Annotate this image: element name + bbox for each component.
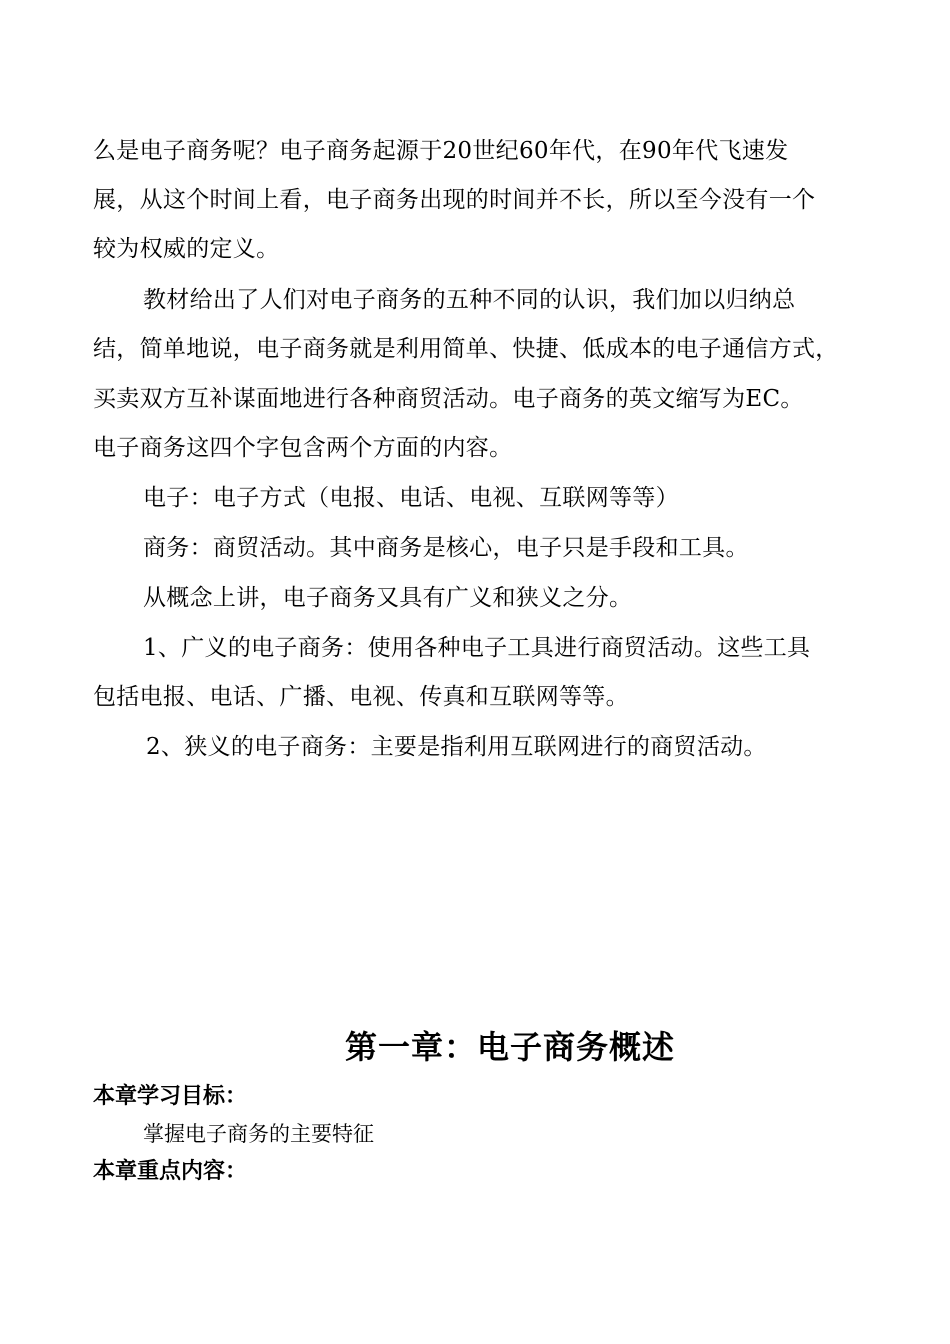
paragraph-2-line-4: 电子商务这四个字包含两个方面的内容。	[93, 435, 513, 461]
definition-electronic: 电子：电子方式（电报、电话、电视、互联网等等）	[143, 485, 679, 511]
objectives-heading: 本章学习目标：	[93, 1084, 248, 1109]
paragraph-2-line-2: 结，简单地说，电子商务就是利用简单、快捷、低成本的电子通信方式，	[93, 336, 839, 362]
key-content-heading: 本章重点内容：	[93, 1159, 248, 1184]
paragraph-1-line-1: 么是电子商务呢？电子商务起源于20世纪60年代，在90年代飞速发	[93, 138, 789, 164]
broad-definition-line-1: 1、广义的电子商务：使用各种电子工具进行商贸活动。这些工具	[143, 635, 811, 661]
paragraph-1-line-2: 展，从这个时间上看，电子商务出现的时间并不长，所以至今没有一个	[93, 187, 816, 213]
paragraph-2-line-3: 买卖双方互补谋面地进行各种商贸活动。电子商务的英文缩写为EC。	[93, 386, 804, 412]
objectives-item: 掌握电子商务的主要特征	[143, 1122, 374, 1146]
broad-definition-line-2: 包括电报、电话、广播、电视、传真和互联网等等。	[93, 684, 629, 710]
concept-intro: 从概念上讲，电子商务又具有广义和狭义之分。	[143, 585, 633, 611]
paragraph-2-line-1: 教材给出了人们对电子商务的五种不同的认识，我们加以归纳总	[143, 287, 796, 313]
definition-commerce: 商务：商贸活动。其中商务是核心，电子只是手段和工具。	[143, 535, 749, 561]
chapter-title: 第一章：电子商务概述	[344, 1028, 675, 1066]
paragraph-1-line-3: 较为权威的定义。	[93, 236, 280, 262]
narrow-definition: 2、狭义的电子商务：主要是指利用互联网进行的商贸活动。	[146, 734, 767, 760]
